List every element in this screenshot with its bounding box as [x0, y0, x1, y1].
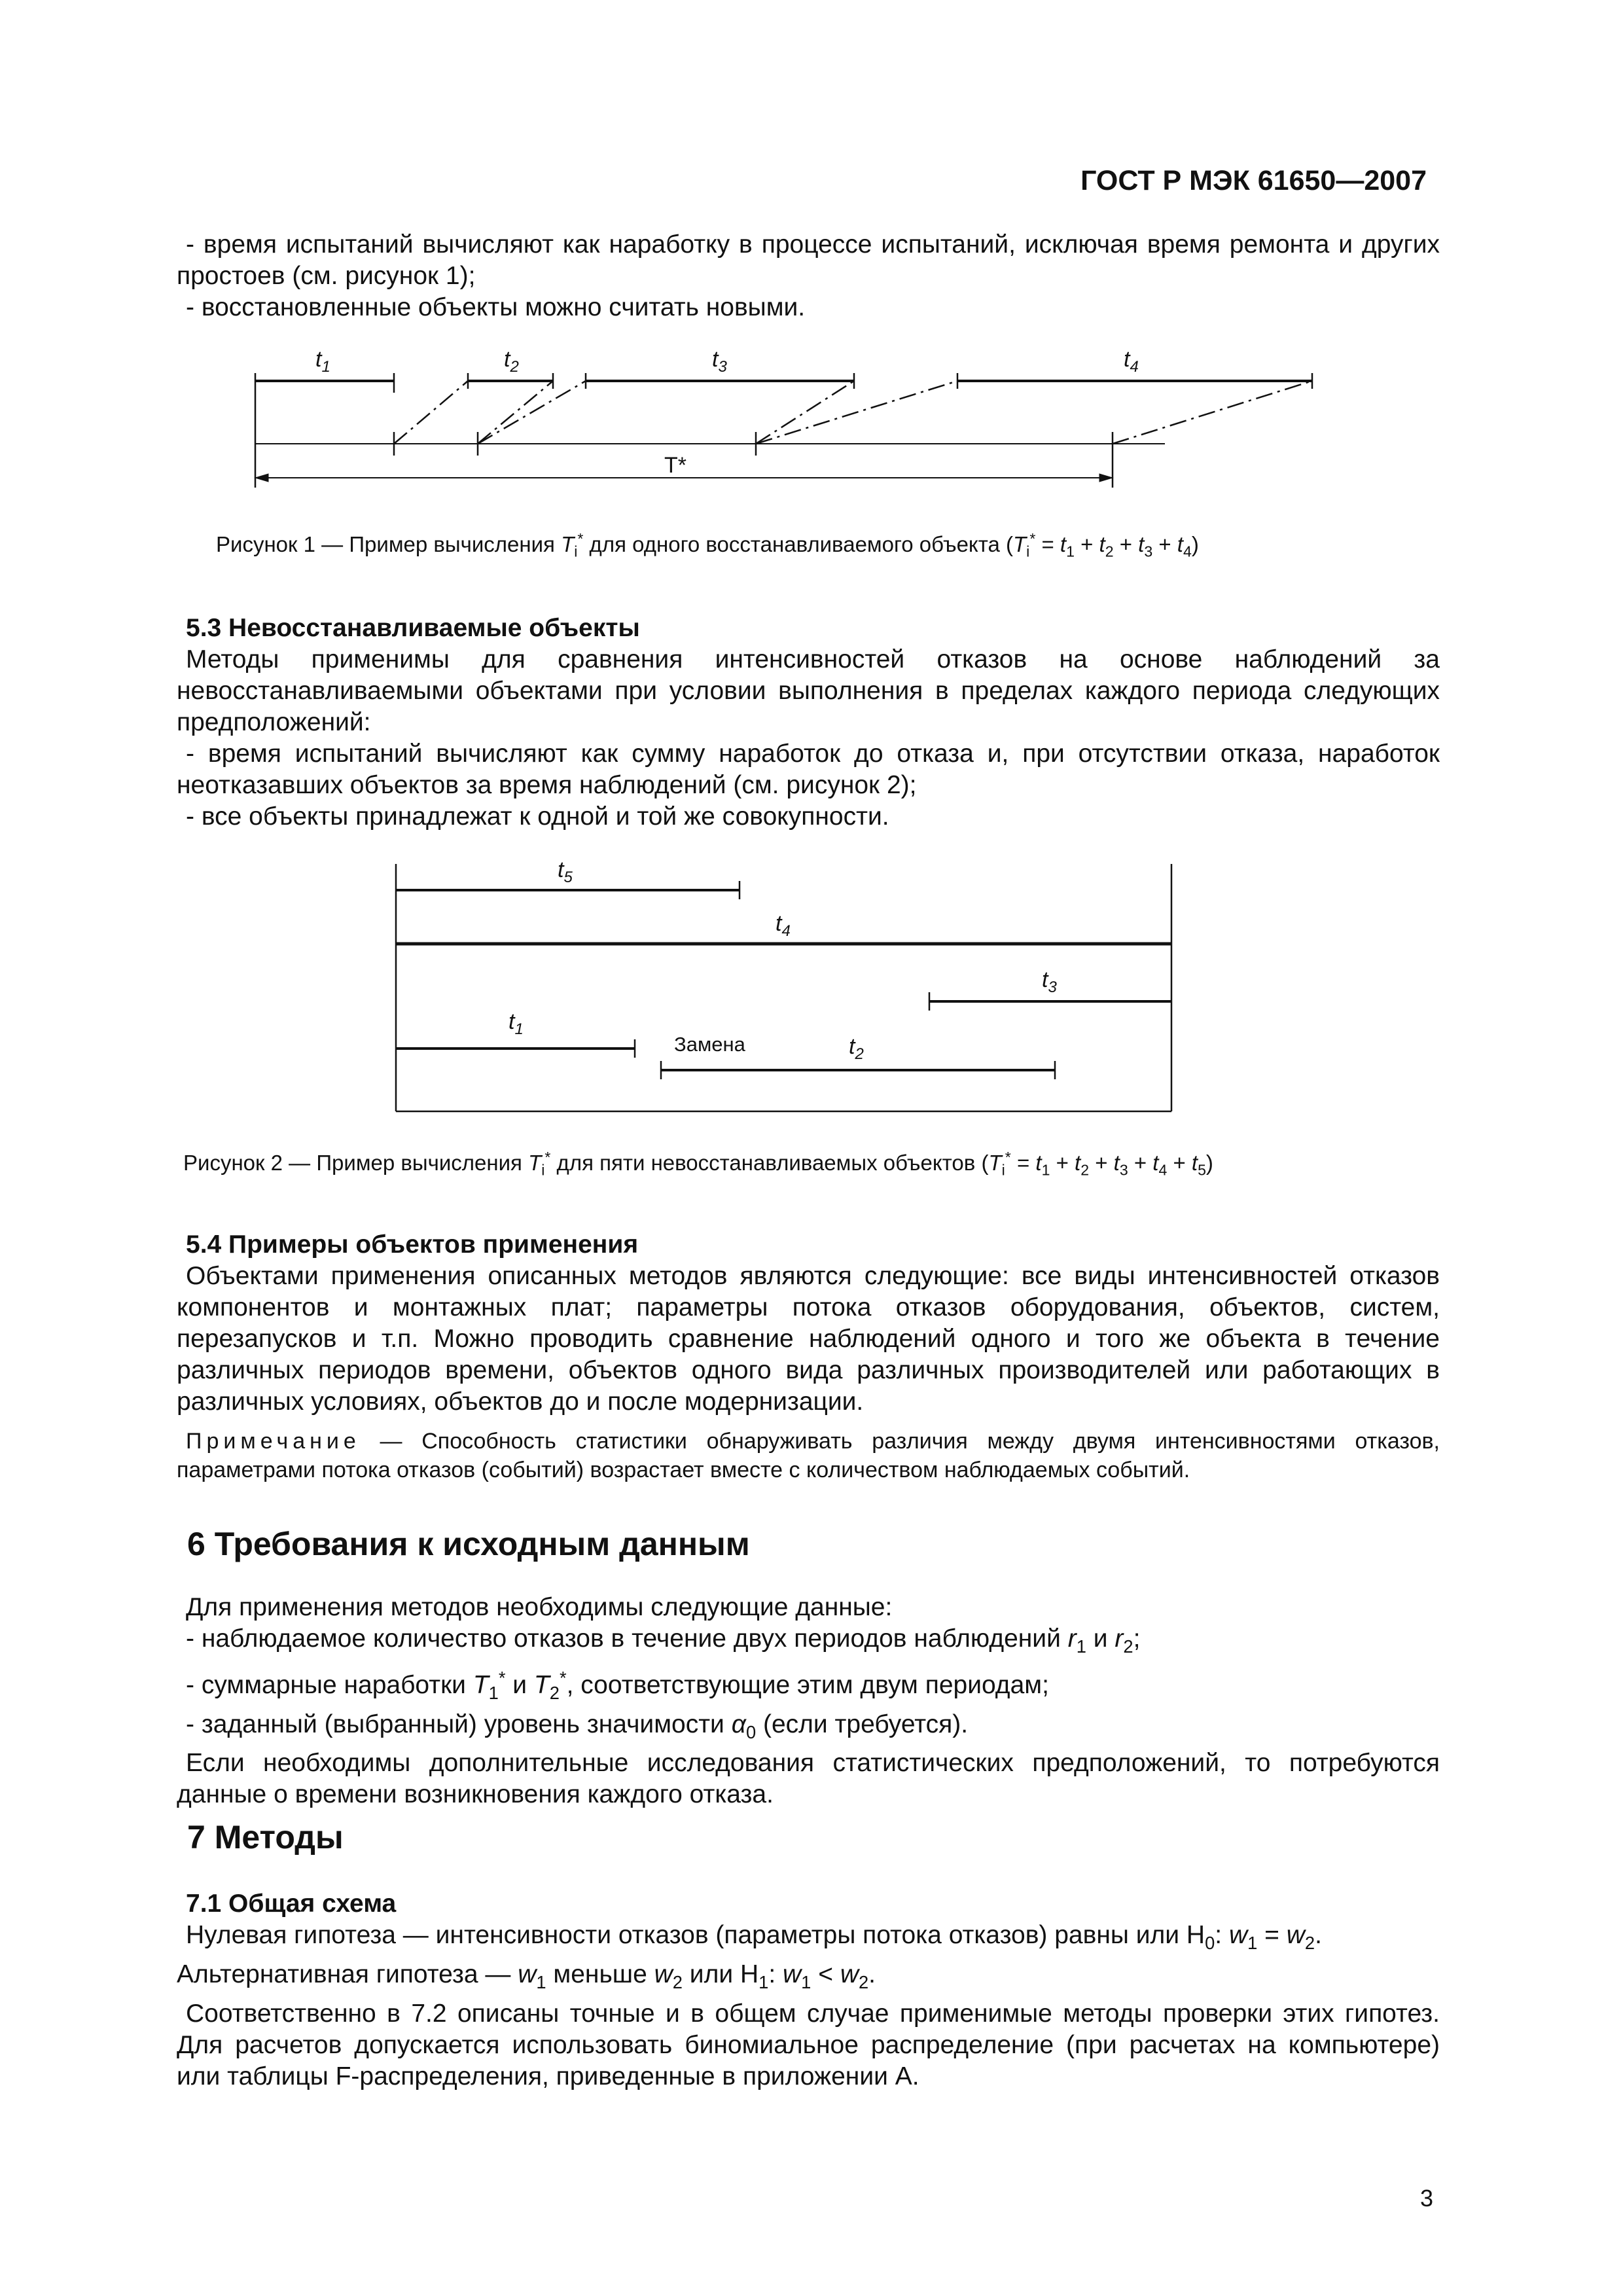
section-5-4: [177, 1229, 1440, 1484]
section-6-paragraph-3: - суммарные наработки $T_1^*$ и $T_2^*$, соответствующие этим двум периодам;: [186, 1667, 1049, 1703]
intro-block: [177, 229, 1440, 323]
note-label: Примечание: [186, 1429, 361, 1454]
section-5-3-paragraph-2: - время испытаний вычисляют как сумму наработок до отказа и, при отсутствии отказа, наработок неотказавших объектов за время наблюдений (см. рисунок 2);: [177, 740, 1440, 799]
note-text: — Способность статистики обнаруживать различия между двумя интенсивностями отказов, параметрами потока отказов (событий) возрастает вместе с количеством наблюдаемых событий.: [177, 1429, 1440, 1482]
svg-text:t4: [776, 911, 791, 940]
figure-1-caption: Рисунок 1 — Пример вычисления $T_i^*$ для одного восстанавливаемого объекта $(T_i^* = t_1 + t_2 + t_3 + t_4)$: [216, 530, 1199, 560]
section-5-3-paragraph-3: - все объекты принадлежат к одной и той же совокупности.: [186, 802, 889, 831]
section-6-paragraph-4: - заданный (выбранный) уровень значимости $\alpha_0$ (если требуется).: [186, 1710, 969, 1742]
fig1-label-t2: t: [504, 347, 510, 372]
fig1-label-t1: t: [315, 347, 322, 372]
fig2-label-t4: t: [776, 911, 782, 936]
fig1-sub-4: 4: [1130, 358, 1139, 376]
document-header: ГОСТ Р МЭК 61650—2007: [1080, 165, 1427, 196]
fig2-sub-1: 1: [514, 1020, 524, 1038]
section-6-paragraph-2: - наблюдаемое количество отказов в течение двух периодов наблюдений $r_1$ и $r_2$;: [186, 1624, 1141, 1657]
svg-text:t3: [1042, 967, 1057, 996]
section-6-title: 6 Требования к исходным данным: [187, 1526, 750, 1562]
section-5-4-paragraph-1: Объектами применения описанных методов являются следующие: все виды интенсивностей отказов компонентов и монтажных плат; параметры потока отказов оборудования, объектов, систем, перезапусков и т.п. Можно проводить сравнение наблюдений одного и того же объекта в течение различных периодов времени, объектов одного вида различных производителей или работающих в различных условиях, объектов до и после модернизации.: [177, 1262, 1440, 1416]
svg-text:t1: [508, 1009, 524, 1038]
section-5-4-title: 5.4 Примеры объектов применения: [186, 1230, 639, 1259]
section-5-3-paragraph-1: Методы применимы для сравнения интенсивностей отказов на основе наблюдений за невосстанавливаемыми объектами при условии выполнения в пределах каждого периода следующих предположений:: [177, 645, 1440, 736]
figure-2-caption: Рисунок 2 — Пример вычисления $T_i^*$ для пяти невосстанавливаемых объектов $(T_i^* = t_1 + t_2 + t_3 + t_4 + t_5)$: [183, 1149, 1213, 1179]
fig2-sub-3: 3: [1048, 978, 1057, 996]
fig2-zamena-label: Замена: [674, 1033, 745, 1056]
fig2-sub-5: 5: [563, 869, 573, 886]
section-5-3-title: 5.3 Невосстанавливаемые объекты: [186, 614, 640, 642]
section-7-body: [177, 1888, 1440, 2092]
figure-2-diagram: [386, 851, 1185, 1119]
figure-1-diagram: [242, 347, 1329, 497]
fig1-total-label: T*: [664, 453, 687, 478]
fig1-sub-2: 2: [510, 358, 519, 376]
svg-text:t1: [315, 347, 330, 376]
section-5-3: [177, 613, 1440, 833]
intro-paragraph-2: - восстановленные объекты можно считать новыми.: [186, 293, 806, 321]
fig1-label-t3: t: [712, 347, 719, 372]
svg-text:t2: [849, 1034, 864, 1063]
section-7-1-paragraph-3: Соответственно в 7.2 описаны точные и в общем случае применимые методы проверки этих гипотез. Для расчетов допускается использовать биномиальное распределение (при расчетах на компьютере) или таблицы F-распределения, приведенные в приложении А.: [177, 1999, 1440, 2090]
fig2-label-t5: t: [558, 857, 564, 882]
intro-paragraph-1: - время испытаний вычисляют как наработку в процессе испытаний, исключая время ремонта и других простоев (см. рисунок 1);: [177, 230, 1440, 290]
fig2-label-t3: t: [1042, 967, 1048, 992]
fig2-label-t2: t: [849, 1034, 855, 1059]
fig1-sub-1: 1: [321, 358, 330, 376]
section-5-4-note: [177, 1427, 1440, 1484]
fig1-label-t4: t: [1124, 347, 1130, 372]
section-7-1-title: 7.1 Общая схема: [186, 1890, 397, 1918]
section-7-title: 7 Методы: [187, 1819, 344, 1856]
section-6-paragraph-5: Если необходимы дополнительные исследования статистических предположений, то потребуются данные о времени возникновения каждого отказа.: [177, 1749, 1440, 1809]
fig2-sub-4: 4: [781, 922, 791, 940]
section-6-body: [177, 1592, 1440, 1810]
svg-text:t4: [1124, 347, 1139, 376]
svg-text:t5: [558, 857, 573, 886]
fig1-sub-3: 3: [718, 358, 727, 376]
svg-text:t2: [504, 347, 519, 376]
svg-text:t3: [712, 347, 727, 376]
section-7-1-paragraph-2: Альтернативная гипотеза — $w_1$ меньше $w_2$ или $H_1$: $w_1 < w_2$.: [177, 1960, 876, 1992]
page-number: 3: [1419, 2185, 1433, 2212]
section-6-paragraph-1: Для применения методов необходимы следующие данные:: [186, 1593, 893, 1621]
fig2-label-t1: t: [508, 1009, 515, 1034]
section-7-1-paragraph-1: Нулевая гипотеза — интенсивности отказов (параметры потока отказов) равны или $H_0$: $w_1 = w_2$.: [186, 1921, 1322, 1953]
fig2-sub-2: 2: [855, 1045, 864, 1063]
